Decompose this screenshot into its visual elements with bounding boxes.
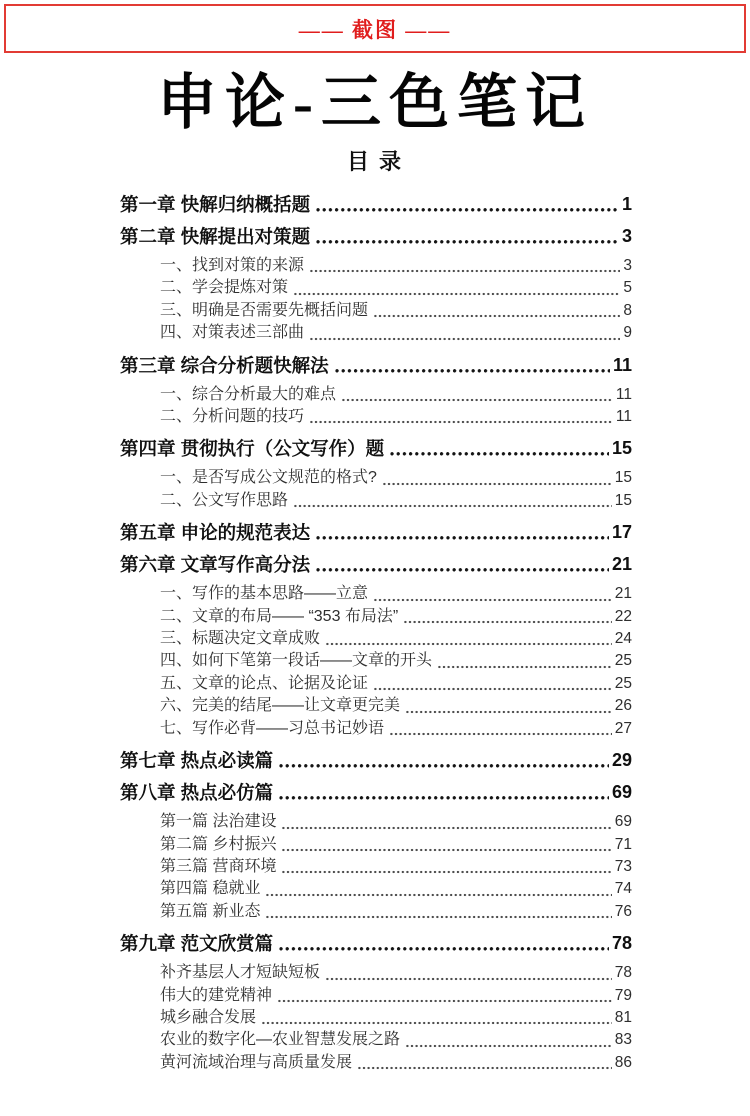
toc-page-number: 15 (614, 469, 632, 487)
toc-entry-label: 第一章 快解归纳概括题 (120, 194, 311, 215)
toc-page-number: 25 (614, 652, 632, 670)
toc-entry-sub[interactable] (120, 811, 632, 833)
toc-entry-sub[interactable] (120, 1029, 632, 1051)
toc-entry-sub[interactable] (120, 985, 632, 1007)
toc-page-number: 69 (611, 782, 632, 803)
toc-entry-label: 补齐基层人才短缺短板 (160, 964, 321, 982)
toc-page-number: 5 (623, 279, 632, 297)
toc-entry-sub[interactable] (120, 962, 632, 984)
toc-entry-label: 第五篇 新业态 (160, 902, 261, 920)
toc-entry-sub[interactable] (120, 255, 632, 277)
toc-page-number: 11 (615, 385, 632, 403)
toc-entry-sub[interactable] (120, 490, 632, 512)
toc-entry-label: 第五章 申论的规范表达 (120, 522, 311, 544)
toc-entry-sub[interactable] (120, 650, 632, 672)
toc-entry-label: 一、综合分析最大的难点 (160, 385, 337, 403)
toc-page-number: 73 (614, 857, 632, 875)
toc-entry-label: 二、学会提炼对策 (160, 279, 289, 297)
toc-entry-label: 第九章 范文欣赏篇 (120, 933, 274, 955)
toc-page-number: 3 (623, 257, 632, 274)
toc-page-number: 17 (611, 522, 632, 543)
toc-entry-sub[interactable] (120, 878, 632, 900)
toc-page-number: 83 (614, 1031, 632, 1049)
toc-entry-label: 二、分析问题的技巧 (160, 408, 305, 426)
toc-entry-label: 第七章 热点必读篇 (120, 750, 274, 772)
toc-entry-label: 第二章 快解提出对策题 (120, 226, 311, 247)
toc-page-number: 71 (614, 835, 632, 853)
toc-entry-sub[interactable] (120, 834, 632, 856)
toc-entry-chapter[interactable] (120, 553, 632, 576)
toc-entry-chapter[interactable] (120, 749, 632, 772)
toc-entry-chapter[interactable] (120, 932, 632, 955)
toc-page-number: 27 (614, 719, 632, 737)
toc-entry-label: 第二篇 乡村振兴 (160, 835, 277, 853)
toc-entry-sub[interactable] (120, 1052, 632, 1074)
toc-page-number: 11 (615, 408, 632, 426)
toc-entry-chapter[interactable] (120, 521, 632, 544)
toc-entry-label: 三、标题决定文章成败 (160, 630, 321, 648)
toc-page-number: 24 (614, 630, 632, 648)
toc-entry-sub[interactable] (120, 467, 632, 489)
toc-entry-label: 一、写作的基本思路——立意 (160, 585, 369, 603)
toc-page-number: 11 (612, 354, 632, 375)
toc-entry-label: 一、是否写成公文规范的格式? (160, 469, 377, 487)
toc-page-number: 9 (623, 324, 632, 342)
toc-page-number: 78 (614, 964, 632, 982)
toc-page-number: 78 (611, 933, 632, 954)
toc-entry-label: 第一篇 法治建设 (160, 813, 277, 831)
toc-entry-label: 六、完美的结尾——让文章更完美 (160, 697, 401, 715)
toc-entry-sub[interactable] (120, 628, 632, 650)
toc-entry-sub[interactable] (120, 1007, 632, 1029)
toc-entry-label: 第六章 文章写作高分法 (120, 554, 311, 576)
toc-heading: 目 录 (346, 149, 404, 174)
toc-entry-label: 农业的数字化—农业智慧发展之路 (160, 1031, 401, 1049)
toc-entry-label: 七、写作必背——习总书记妙语 (160, 719, 385, 737)
toc-entry-sub[interactable] (120, 673, 632, 695)
toc-entry-label: 城乡融合发展 (160, 1008, 257, 1026)
toc-page-number: 22 (614, 607, 632, 625)
toc-entry-label: 五、文章的论点、论据及论证 (160, 674, 369, 692)
toc-entry-sub[interactable] (120, 856, 632, 878)
toc-entry-sub[interactable] (120, 406, 632, 428)
toc-entry-sub[interactable] (120, 322, 632, 344)
toc-page-number: 81 (614, 1008, 632, 1026)
toc-entry-label: 一、找到对策的来源 (160, 257, 305, 274)
toc-entry-label: 第四章 贯彻执行（公文写作）题 (120, 438, 385, 460)
toc-entry-sub[interactable] (120, 300, 632, 322)
toc-page-number: 79 (614, 986, 632, 1004)
toc-entry-label: 第八章 热点必仿篇 (120, 782, 274, 804)
toc-page-number: 76 (614, 902, 632, 920)
table-of-contents (120, 193, 632, 1074)
toc-page-number: 1 (621, 194, 632, 214)
toc-entry-chapter[interactable] (120, 781, 632, 804)
toc-entry-sub[interactable] (120, 606, 632, 628)
toc-entry-chapter[interactable] (120, 225, 632, 248)
toc-entry-label: 二、文章的布局—— “353 布局法” (160, 607, 399, 625)
toc-entry-label: 四、对策表述三部曲 (160, 324, 305, 342)
toc-entry-sub[interactable] (120, 718, 632, 740)
toc-entry-chapter[interactable] (120, 437, 632, 460)
toc-entry-label: 黄河流域治理与高质量发展 (160, 1053, 353, 1071)
toc-entry-label: 第四篇 稳就业 (160, 880, 261, 898)
toc-entry-label: 三、明确是否需要先概括问题 (160, 301, 369, 319)
toc-page-number: 25 (614, 674, 632, 692)
toc-page-number: 21 (611, 554, 632, 575)
toc-page-number: 15 (611, 438, 632, 459)
toc-page-number: 21 (614, 585, 632, 603)
toc-entry-label: 第三篇 营商环境 (160, 857, 277, 875)
toc-page-number: 86 (614, 1053, 632, 1071)
toc-page-number: 74 (614, 880, 632, 898)
toc-entry-label: 第三章 综合分析题快解法 (120, 354, 329, 376)
toc-entry-label: 四、如何下笔第一段话——文章的开头 (160, 652, 433, 670)
page-title: 申论-三色笔记 (157, 70, 593, 136)
toc-entry-sub[interactable] (120, 384, 632, 406)
toc-page-number: 8 (623, 301, 632, 319)
toc-entry-sub[interactable] (120, 583, 632, 605)
toc-page-number: 3 (621, 226, 632, 246)
toc-page-number: 69 (614, 813, 632, 831)
screenshot-banner-label: —— 截图 —— (298, 17, 452, 42)
toc-entry-sub[interactable] (120, 695, 632, 717)
toc-entry-chapter[interactable] (120, 193, 632, 216)
toc-page-number: 29 (611, 750, 632, 771)
toc-entry-chapter[interactable] (120, 354, 632, 377)
toc-entry-label: 伟大的建党精神 (160, 986, 273, 1004)
toc-entry-label: 二、公文写作思路 (160, 491, 289, 509)
toc-page-number: 15 (614, 491, 632, 509)
toc-page-number: 26 (614, 697, 632, 715)
screenshot-banner (4, 4, 746, 53)
toc-entry-sub[interactable] (120, 901, 632, 923)
toc-entry-sub[interactable] (120, 277, 632, 299)
